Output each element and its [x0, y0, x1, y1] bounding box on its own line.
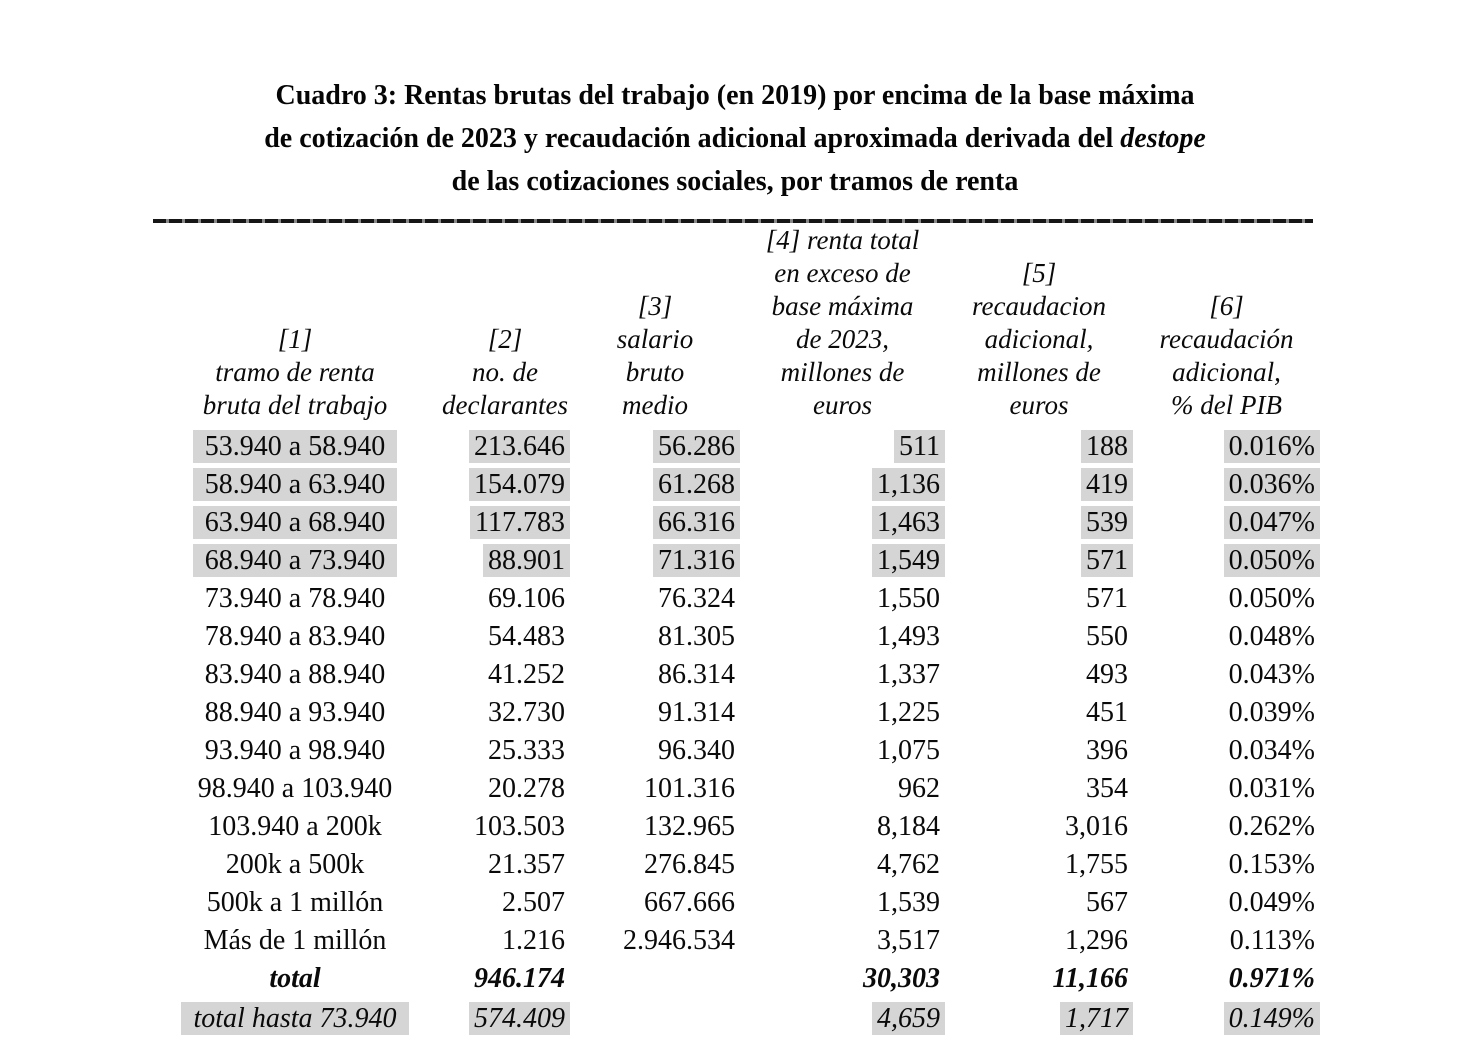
header-line: bruta del trabajo — [202, 390, 388, 420]
table-cell — [1133, 503, 1320, 541]
cell-value: 103.940 a 200k — [208, 810, 382, 842]
column-header-1 — [150, 224, 440, 427]
header-line: [5] — [1021, 258, 1057, 288]
table-cell — [440, 807, 570, 845]
table-cell — [440, 427, 570, 465]
table-cell — [570, 807, 740, 845]
cell-value: 200k a 500k — [225, 848, 365, 880]
cell-value: 71.316 — [653, 544, 740, 577]
header-line: base máxima — [771, 291, 914, 321]
cell-value: 88.901 — [483, 544, 570, 577]
cell-value: 1,717 — [1060, 1002, 1133, 1035]
table-cell — [740, 541, 945, 579]
cell-value: 76.324 — [658, 582, 735, 614]
table-cell — [740, 465, 945, 503]
cell-value: 103.503 — [474, 810, 565, 842]
cell-value: 117.783 — [470, 506, 570, 539]
table-cell — [945, 655, 1133, 693]
table-cell — [945, 617, 1133, 655]
cell-value: 571 — [1086, 582, 1128, 614]
table-cell — [740, 769, 945, 807]
table-cell — [740, 617, 945, 655]
cell-value: 0.050% — [1224, 544, 1320, 577]
cell-value: 962 — [898, 772, 940, 804]
cell-value: 25.333 — [488, 734, 565, 766]
table-cell — [440, 693, 570, 731]
table-cell — [740, 883, 945, 921]
table-cell — [150, 807, 440, 845]
table-row — [150, 883, 1320, 921]
table-row — [150, 693, 1320, 731]
table-top-rule — [153, 219, 1313, 223]
title-line-2 — [0, 117, 1470, 160]
cell-value: 574.409 — [469, 1002, 570, 1035]
table-cell — [945, 579, 1133, 617]
table-cell — [150, 579, 440, 617]
cell-value: 1,296 — [1065, 924, 1128, 956]
header-line: no. de — [472, 357, 538, 387]
cell-value: 539 — [1081, 506, 1133, 539]
header-line: euros — [813, 390, 872, 420]
cell-value: 0.039% — [1228, 696, 1315, 728]
cell-value: 3,016 — [1065, 810, 1128, 842]
table-row — [150, 769, 1320, 807]
table-cell — [945, 503, 1133, 541]
header-line: adicional, — [984, 324, 1094, 354]
table-cell — [740, 731, 945, 769]
cell-value: 81.305 — [658, 620, 735, 652]
table-cell — [570, 845, 740, 883]
table-title — [0, 74, 1470, 203]
table-cell — [570, 541, 740, 579]
cell-value: 511 — [894, 430, 945, 463]
header-line: de 2023, — [796, 324, 889, 354]
cell-value: 0.047% — [1224, 506, 1320, 539]
cell-value: 2.946.534 — [623, 924, 735, 956]
cell-value: 132.965 — [644, 810, 735, 842]
cell-value: 78.940 a 83.940 — [204, 620, 386, 652]
cell-value: 213.646 — [469, 430, 570, 463]
table-cell — [1133, 959, 1320, 997]
table-cell — [150, 921, 440, 959]
table-row — [150, 959, 1320, 997]
table-cell — [150, 465, 440, 503]
table-cell — [945, 959, 1133, 997]
cell-value: 63.940 a 68.940 — [193, 506, 397, 539]
table-cell — [1133, 541, 1320, 579]
header-line: tramo de renta — [215, 357, 375, 387]
cell-value: 0.049% — [1228, 886, 1315, 918]
table-cell — [945, 541, 1133, 579]
column-header-6 — [1133, 224, 1320, 427]
table-cell — [1133, 769, 1320, 807]
cell-value: 1,136 — [872, 468, 945, 501]
table-cell — [440, 503, 570, 541]
table-cell — [150, 997, 440, 1035]
cell-value: 68.940 a 73.940 — [193, 544, 397, 577]
table-row — [150, 541, 1320, 579]
table-cell — [570, 693, 740, 731]
table-cell — [150, 883, 440, 921]
cell-value: 1,539 — [877, 886, 940, 918]
cell-value: 571 — [1081, 544, 1133, 577]
table-cell — [570, 959, 740, 997]
cell-value: 61.268 — [653, 468, 740, 501]
cell-value: 0.050% — [1228, 582, 1315, 614]
cell-value: 419 — [1081, 468, 1133, 501]
table-cell — [150, 541, 440, 579]
table-cell — [945, 693, 1133, 731]
table-row — [150, 427, 1320, 465]
header-line: euros — [1009, 390, 1069, 420]
table-row — [150, 997, 1320, 1035]
cell-value: 4,762 — [877, 848, 940, 880]
table-cell — [150, 503, 440, 541]
table-cell — [570, 503, 740, 541]
table-row — [150, 465, 1320, 503]
cell-value: 98.940 a 103.940 — [197, 772, 393, 804]
header-line: medio — [622, 390, 688, 420]
header-line: [1] — [277, 324, 313, 354]
header-line: salario — [616, 324, 694, 354]
cell-value: 0.153% — [1228, 848, 1315, 880]
cell-value: 21.357 — [488, 848, 565, 880]
header-line: adicional, — [1172, 357, 1281, 387]
table-cell — [440, 617, 570, 655]
cell-value: 0.034% — [1228, 734, 1315, 766]
table-cell — [440, 921, 570, 959]
table-row — [150, 845, 1320, 883]
header-line: declarantes — [442, 390, 568, 420]
header-line: millones de — [780, 357, 905, 387]
table-cell — [570, 655, 740, 693]
table-cell — [1133, 807, 1320, 845]
cell-value: 41.252 — [488, 658, 565, 690]
table-cell — [570, 883, 740, 921]
table-cell — [740, 503, 945, 541]
cell-value: 567 — [1086, 886, 1128, 918]
cell-value: 0.048% — [1228, 620, 1315, 652]
cell-value: 69.106 — [488, 582, 565, 614]
table-cell — [1133, 921, 1320, 959]
cell-value: 58.940 a 63.940 — [193, 468, 397, 501]
table-row — [150, 655, 1320, 693]
table-cell — [945, 845, 1133, 883]
table-cell — [740, 807, 945, 845]
table-row — [150, 807, 1320, 845]
header-line: % del PIB — [1171, 390, 1282, 420]
table-cell — [945, 731, 1133, 769]
table-cell — [740, 959, 945, 997]
table-cell — [945, 997, 1133, 1035]
table-cell — [150, 845, 440, 883]
cell-value: 500k a 1 millón — [206, 886, 384, 918]
table-cell — [740, 921, 945, 959]
cell-value: 83.940 a 88.940 — [204, 658, 386, 690]
cell-value: 8,184 — [877, 810, 940, 842]
table-cell — [740, 997, 945, 1035]
cell-value: 154.079 — [469, 468, 570, 501]
table-cell — [945, 807, 1133, 845]
cell-value: 88.940 a 93.940 — [204, 696, 386, 728]
title-line-1: Cuadro 3: Rentas brutas del trabajo (en 2019) por encima de la base máxima — [275, 80, 1195, 111]
cell-value: 0.971% — [1228, 962, 1315, 994]
table-cell — [440, 959, 570, 997]
cell-value: 1,755 — [1065, 848, 1128, 880]
cell-value: 0.262% — [1228, 810, 1315, 842]
header-line: bruto — [625, 357, 685, 387]
title-line-3: de las cotizaciones sociales, por tramos de renta — [451, 166, 1019, 197]
table-cell — [1133, 731, 1320, 769]
table-row — [150, 617, 1320, 655]
cell-value: 86.314 — [658, 658, 735, 690]
column-header-5 — [945, 224, 1133, 427]
table-cell — [945, 769, 1133, 807]
cell-value: 550 — [1086, 620, 1128, 652]
table-cell — [1133, 693, 1320, 731]
table-cell — [1133, 997, 1320, 1035]
table-cell — [150, 693, 440, 731]
table-cell — [150, 655, 440, 693]
cell-value: 354 — [1086, 772, 1128, 804]
cell-value: 1,463 — [872, 506, 945, 539]
cell-value: total hasta 73.940 — [181, 1002, 408, 1035]
cell-value: 73.940 a 78.940 — [204, 582, 386, 614]
cell-value: 946.174 — [474, 962, 565, 994]
cell-value: Más de 1 millón — [203, 924, 387, 956]
table-row — [150, 731, 1320, 769]
table-cell — [1133, 617, 1320, 655]
cell-value: 1,075 — [877, 734, 940, 766]
table-cell — [570, 465, 740, 503]
cell-value: 0.016% — [1224, 430, 1320, 463]
cell-value: 20.278 — [488, 772, 565, 804]
title-line-2-text: de cotización de 2023 y recaudación adicional aproximada derivada del — [264, 123, 1121, 154]
cell-value: total — [269, 962, 321, 994]
cell-value: 0.031% — [1228, 772, 1315, 804]
header-row — [150, 224, 1320, 427]
table-cell — [740, 579, 945, 617]
table-cell — [1133, 427, 1320, 465]
header-line: recaudación — [1159, 324, 1294, 354]
column-header-3 — [570, 224, 740, 427]
cell-value: 0.113% — [1229, 924, 1315, 956]
cell-value: 93.940 a 98.940 — [204, 734, 386, 766]
table-cell — [945, 427, 1133, 465]
table-cell — [440, 883, 570, 921]
table-cell — [1133, 883, 1320, 921]
table-cell — [1133, 655, 1320, 693]
cell-value: 1,225 — [877, 696, 940, 728]
cell-value: 1,550 — [877, 582, 940, 614]
table-cell — [945, 465, 1133, 503]
cell-value: 188 — [1081, 430, 1133, 463]
table-cell — [740, 655, 945, 693]
table-cell — [570, 997, 740, 1035]
header-line: [4] renta total — [765, 225, 920, 255]
table-cell — [570, 921, 740, 959]
cell-value: 396 — [1086, 734, 1128, 766]
cell-value: 1.216 — [502, 924, 565, 956]
table-cell — [570, 769, 740, 807]
cell-value: 1,549 — [872, 544, 945, 577]
header-line: millones de — [977, 357, 1101, 387]
table-cell — [740, 427, 945, 465]
table-cell — [1133, 845, 1320, 883]
data-table — [150, 224, 1320, 1035]
header-line: en exceso de — [774, 258, 911, 288]
cell-value: 30,303 — [863, 962, 940, 994]
table-cell — [440, 541, 570, 579]
cell-value: 276.845 — [644, 848, 735, 880]
table-cell — [1133, 465, 1320, 503]
table-cell — [440, 579, 570, 617]
table-cell — [440, 997, 570, 1035]
cell-value: 4,659 — [872, 1002, 945, 1035]
header-line: [6] — [1209, 291, 1244, 321]
cell-value: 96.340 — [658, 734, 735, 766]
header-line: [2] — [487, 324, 523, 354]
cell-value: 451 — [1086, 696, 1128, 728]
table-cell — [150, 617, 440, 655]
header-line: [3] — [637, 291, 673, 321]
table-cell — [150, 427, 440, 465]
cell-value: 56.286 — [653, 430, 740, 463]
table-cell — [570, 731, 740, 769]
table-cell — [440, 465, 570, 503]
table-cell — [570, 617, 740, 655]
cell-value: 32.730 — [488, 696, 565, 728]
cell-value: 667.666 — [644, 886, 735, 918]
cell-value: 493 — [1086, 658, 1128, 690]
cell-value: 91.314 — [658, 696, 735, 728]
table-row — [150, 579, 1320, 617]
cell-value: 66.316 — [653, 506, 740, 539]
cell-value: 1,337 — [877, 658, 940, 690]
table-cell — [150, 959, 440, 997]
column-header-4 — [740, 224, 945, 427]
header-line: recaudacion — [972, 291, 1106, 321]
title-italic-word: destope — [1120, 123, 1206, 154]
cell-value: 0.043% — [1228, 658, 1315, 690]
table-cell — [440, 655, 570, 693]
cell-value: 0.036% — [1224, 468, 1320, 501]
table-cell — [150, 769, 440, 807]
table-cell — [570, 427, 740, 465]
cell-value: 11,166 — [1052, 962, 1128, 994]
table-cell — [440, 731, 570, 769]
cell-value: 2.507 — [502, 886, 565, 918]
table-cell — [570, 579, 740, 617]
cell-value: 3,517 — [877, 924, 940, 956]
table-row — [150, 921, 1320, 959]
table-cell — [150, 731, 440, 769]
table-row — [150, 503, 1320, 541]
cell-value: 53.940 a 58.940 — [193, 430, 397, 463]
table-cell — [1133, 579, 1320, 617]
table-cell — [440, 845, 570, 883]
column-header-2 — [440, 224, 570, 427]
table-cell — [945, 921, 1133, 959]
table-cell — [945, 883, 1133, 921]
table-cell — [740, 845, 945, 883]
cell-value: 101.316 — [644, 772, 735, 804]
table-cell — [740, 693, 945, 731]
table-cell — [440, 769, 570, 807]
cell-value: 0.149% — [1224, 1002, 1320, 1035]
cell-value: 54.483 — [488, 620, 565, 652]
cell-value: 1,493 — [877, 620, 940, 652]
